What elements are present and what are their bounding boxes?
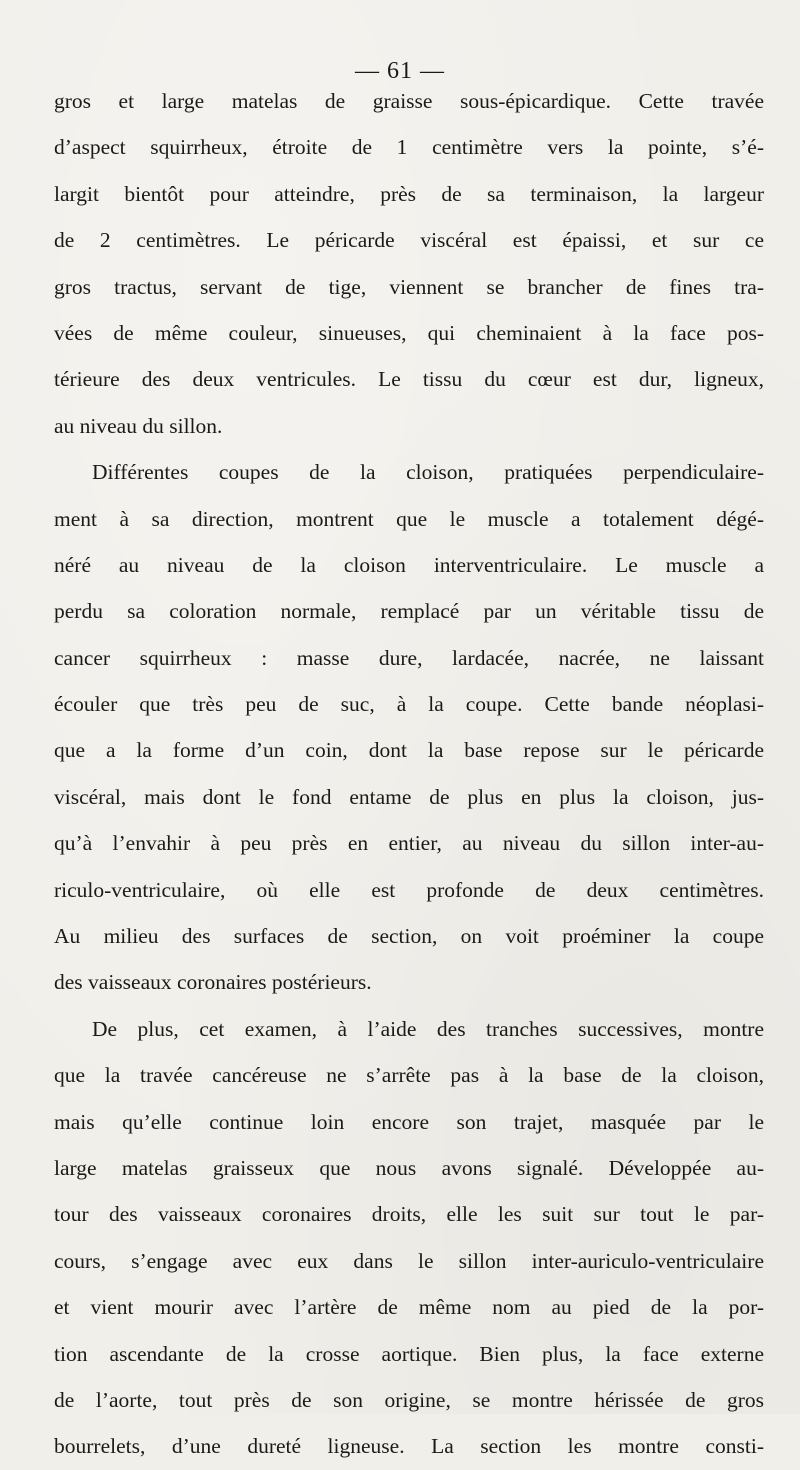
- text-line: de l’aorte, tout près de son origine, se montre hérissée de gros: [54, 1387, 764, 1412]
- text-line: au niveau du sillon.: [54, 413, 223, 438]
- text-line: largit bientôt pour atteindre, près de sa terminaison, la largeur: [54, 181, 764, 206]
- text-line: d’aspect squirrheux, étroite de 1 centimètre vers la pointe, s’é-: [54, 135, 764, 160]
- text-line: perdu sa coloration normale, remplacé par un véritable tissu de: [54, 599, 764, 624]
- text-line: tion ascendante de la crosse aortique. Bien plus, la face externe: [54, 1341, 764, 1366]
- text-line: des vaisseaux coronaires postérieurs.: [54, 970, 372, 995]
- text-line: ment à sa direction, montrent que le muscle a totalement dégé-: [54, 506, 764, 531]
- text-line: qu’à l’envahir à peu près en entier, au niveau du sillon inter-au-: [54, 831, 764, 856]
- body-text: [54, 78, 764, 1470]
- text-line: gros tractus, servant de tige, viennent se brancher de fines tra-: [54, 274, 764, 299]
- page-number: — 61 —: [355, 58, 445, 84]
- text-line: Au milieu des surfaces de section, on voit proéminer la coupe: [54, 924, 764, 949]
- text-line: térieure des deux ventricules. Le tissu du cœur est dur, ligneux,: [54, 367, 764, 392]
- text-line: que la travée cancéreuse ne s’arrête pas à la base de la cloison,: [54, 1063, 764, 1088]
- paragraph-start-line: De plus, cet examen, à l’aide des tranches successives, montre: [92, 1016, 764, 1041]
- text-line: cancer squirrheux : masse dure, lardacée, nacrée, ne laissant: [54, 645, 764, 670]
- text-line: large matelas graisseux que nous avons signalé. Développée au-: [54, 1155, 764, 1180]
- text-line: riculo-ventriculaire, où elle est profonde de deux centimètres.: [54, 877, 764, 902]
- text-line: et vient mourir avec l’artère de même nom au pied de la por-: [54, 1295, 764, 1320]
- text-line: cours, s’engage avec eux dans le sillon inter-auriculo-ventriculaire: [54, 1248, 764, 1273]
- paragraph-start-line: Différentes coupes de la cloison, pratiquées perpendiculaire-: [92, 460, 764, 485]
- text-line: que a la forme d’un coin, dont la base repose sur le péricarde: [54, 738, 764, 763]
- text-line: de 2 centimètres. Le péricarde viscéral est épaissi, et sur ce: [54, 228, 764, 253]
- text-line: gros et large matelas de graisse sous-épicardique. Cette travée: [54, 89, 764, 113]
- text-line: écouler que très peu de suc, à la coupe. Cette bande néoplasi-: [54, 692, 764, 717]
- text-line: mais qu’elle continue loin encore son trajet, masquée par le: [54, 1109, 764, 1134]
- text-line: tour des vaisseaux coronaires droits, elle les suit sur tout le par-: [54, 1202, 764, 1227]
- text-line: bourrelets, d’une dureté ligneuse. La section les montre consti-: [54, 1434, 764, 1459]
- text-line: néré au niveau de la cloison interventriculaire. Le muscle a: [54, 552, 764, 577]
- text-line: viscéral, mais dont le fond entame de plus en plus la cloison, jus-: [54, 784, 764, 809]
- text-line: vées de même couleur, sinueuses, qui cheminaient à la face pos-: [54, 320, 764, 345]
